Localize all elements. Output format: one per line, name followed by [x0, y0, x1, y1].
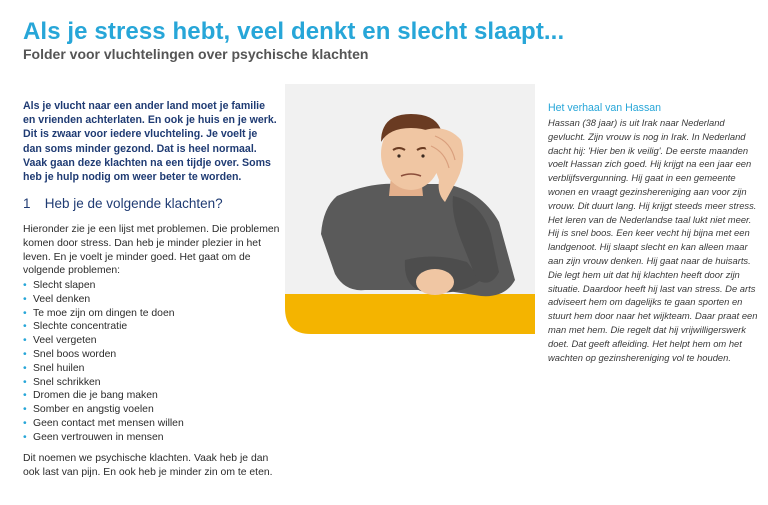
bullet-icon: •	[23, 280, 27, 291]
list-item: • Veel denken	[23, 293, 91, 305]
problem-list	[23, 279, 184, 445]
problems-intro: Hieronder zie je een lijst met problemen. Die problemen komen door stress. Dan heb je minder plezier in het leven. En je voelt je minder goed. Het gaat om de volgende problemen:	[23, 224, 280, 277]
intro-paragraph: Als je vlucht naar een ander land moet je familie en vrienden achterlaten. En ook je huis en je werk. Dit is zwaar voor iedere vluchteling. Je voelt je dan soms minder gezond. Dat is heel normaal. Vaak gaan deze klachten na een tijdje over. Soms heb je hulp nodig om weer beter te worden.	[23, 100, 277, 184]
list-item: • Snel huilen	[23, 362, 85, 374]
bullet-icon: •	[23, 417, 27, 429]
list-item: • Dromen die je bang maken	[23, 390, 158, 402]
page-title: Als je stress hebt, veel denkt en slecht slaapt...	[23, 18, 565, 45]
story-heading: Het verhaal van Hassan	[548, 102, 662, 114]
list-item: • Slechte concentratie	[23, 321, 128, 333]
bullet-icon: •	[23, 431, 27, 443]
list-item: • Te moe zijn om dingen te doen	[23, 307, 175, 319]
section-heading	[23, 196, 223, 211]
list-item: • Somber en angstig voelen	[23, 404, 154, 416]
bullet-icon: •	[23, 293, 27, 305]
table-shape	[285, 294, 535, 334]
list-item: • Slecht slapen	[23, 280, 96, 291]
bullet-icon: •	[23, 362, 27, 374]
page-subtitle: Folder voor vluchtelingen over psychische klachten	[23, 46, 369, 62]
closing-paragraph: Dit noemen we psychische klachten. Vaak heb je dan ook last van pijn. En ook heb je minder zin om te eten.	[23, 453, 273, 479]
bullet-icon: •	[23, 321, 27, 333]
story-text: Hassan (38 jaar) is uit Irak naar Nederland gevlucht. Zijn vrouw is nog in Irak. In Nederland dacht hij: 'Hier ben ik veilig'. De eerste maanden voelt Hassan zich goed. Hij krijgt na een jaar een verblijfsvergunning. Hij gaat in een gemeente wonen en vraagt gezinshereniging aan voor zijn vrouw. Dit duurt lang. Hij krijgt steeds meer stress. Het leren van de Nederlandse taal lukt niet meer. Hij is snel boos. Een keer vecht hij bijna met een landgenoot. Hij slaapt slecht en kan alleen maar aan zijn vrouw denken. Hij gaat naar de huisarts. Die legt hem uit dat hij klachten heeft door zijn situatie. Daardoor heeft hij last van stress. De arts adviseert hem om dagelijks te gaan sporten en stuurt hem door naar het wijkteam. Daar praat een man met hem. Die regelt dat hij vrijwilligerswerk doet. Dat geeft afleiding. Het helpt hem om het wachten op gezinshereniging vol te houden.	[548, 117, 758, 363]
bullet-icon: •	[23, 404, 27, 416]
fist-shape	[416, 269, 454, 295]
story-box	[548, 102, 758, 364]
list-item: • Geen vertrouwen in mensen	[23, 431, 164, 443]
list-item: • Veel vergeten	[23, 335, 97, 347]
bullet-icon: •	[23, 390, 27, 402]
section-number: 1	[23, 196, 31, 211]
list-item: • Snel boos worden	[23, 348, 117, 360]
bullet-icon: •	[23, 335, 27, 347]
list-item: • Geen contact met mensen willen	[23, 417, 184, 429]
section-heading-text: Heb je de volgende klachten?	[44, 196, 223, 211]
bullet-icon: •	[23, 307, 27, 319]
stressed-man-illustration	[285, 84, 535, 334]
page-header	[0, 0, 768, 84]
bullet-icon: •	[23, 376, 27, 388]
bullet-icon: •	[23, 348, 27, 360]
list-item: • Snel schrikken	[23, 376, 101, 388]
